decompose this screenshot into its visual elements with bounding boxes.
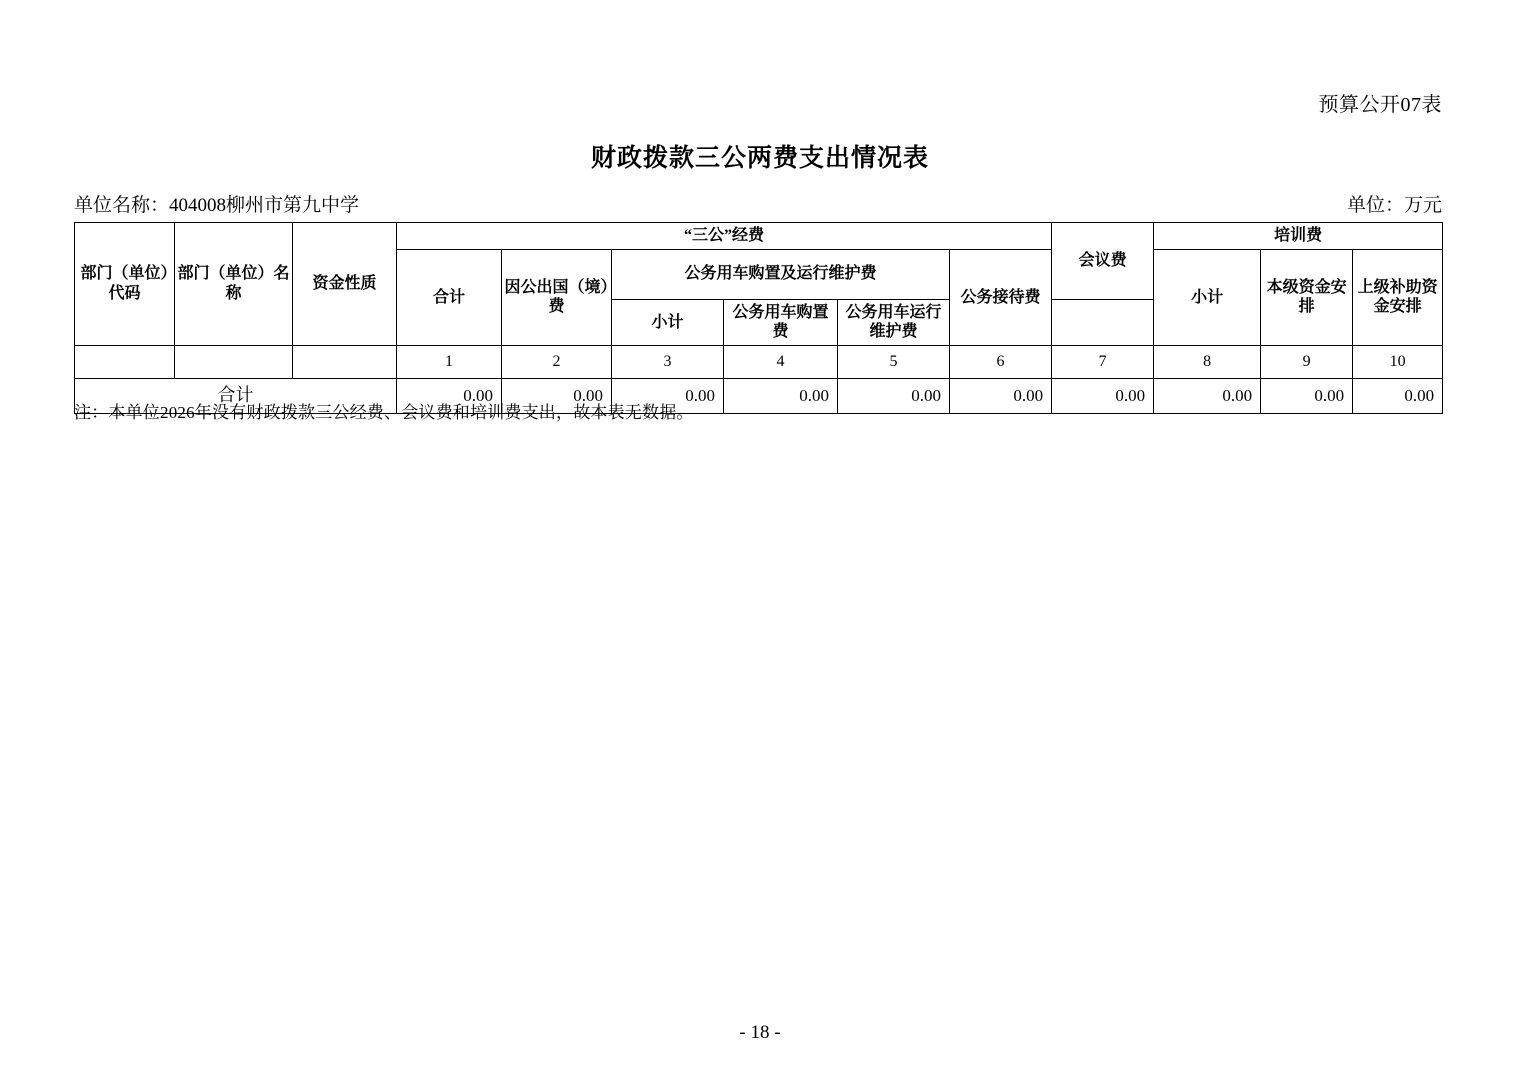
header-training-group: 培训费 bbox=[1154, 223, 1443, 250]
colnum-1: 1 bbox=[397, 346, 502, 379]
cell-vehicle-maintain: 0.00 bbox=[838, 379, 950, 414]
meta-row bbox=[74, 190, 1442, 216]
row-label-total: 合计 bbox=[75, 379, 397, 414]
header-reception: 公务接待费 bbox=[950, 249, 1052, 345]
cell-sangong-total: 0.00 bbox=[397, 379, 502, 414]
cell-reception: 0.00 bbox=[950, 379, 1052, 414]
colnum-empty-3 bbox=[293, 346, 397, 379]
header-meeting: 会议费 bbox=[1052, 223, 1154, 300]
unit-name-value: 404008柳州市第九中学 bbox=[169, 195, 360, 216]
expenditure-table bbox=[74, 222, 1443, 414]
cell-meeting: 0.00 bbox=[1052, 379, 1154, 414]
page-title: 财政拨款三公两费支出情况表 bbox=[590, 145, 929, 172]
table-column-number-row bbox=[75, 346, 1443, 379]
cell-training-subtotal: 0.00 bbox=[1154, 379, 1261, 414]
colnum-empty-2 bbox=[175, 346, 293, 379]
header-vehicle-subtotal: 小计 bbox=[612, 299, 724, 345]
header-training-local: 本级资金安排 bbox=[1261, 249, 1353, 345]
header-dept-code: 部门（单位）代码 bbox=[75, 223, 175, 346]
header-sangong-group: “三公”经费 bbox=[397, 223, 1052, 250]
header-vehicle-maintain: 公务用车运行维护费 bbox=[838, 299, 950, 345]
header-vehicle-purchase: 公务用车购置费 bbox=[724, 299, 838, 345]
header-dept-name: 部门（单位）名称 bbox=[175, 223, 293, 346]
cell-vehicle-purchase: 0.00 bbox=[724, 379, 838, 414]
colnum-2: 2 bbox=[502, 346, 612, 379]
header-training-subtotal: 小计 bbox=[1154, 249, 1261, 345]
header-vehicle-group: 公务用车购置及运行维护费 bbox=[612, 249, 950, 299]
table-header-row-1 bbox=[75, 223, 1443, 250]
table-note: 注：本单位2026年没有财政拨款三公经费、会议费和培训费支出，故本表无数据。 bbox=[74, 403, 694, 422]
cell-vehicle-subtotal: 0.00 bbox=[612, 379, 724, 414]
header-sangong-total: 合计 bbox=[397, 249, 502, 345]
colnum-5: 5 bbox=[838, 346, 950, 379]
colnum-4: 4 bbox=[724, 346, 838, 379]
unit-name-line bbox=[74, 190, 359, 217]
header-meeting-spacer bbox=[1052, 299, 1154, 345]
header-abroad: 因公出国（境）费 bbox=[502, 249, 612, 345]
colnum-7: 7 bbox=[1052, 346, 1154, 379]
form-code: 预算公开07表 bbox=[1318, 94, 1442, 116]
colnum-8: 8 bbox=[1154, 346, 1261, 379]
colnum-10: 10 bbox=[1353, 346, 1443, 379]
colnum-empty-1 bbox=[75, 346, 175, 379]
cell-abroad: 0.00 bbox=[502, 379, 612, 414]
page-number: - 18 - bbox=[739, 1022, 781, 1043]
colnum-6: 6 bbox=[950, 346, 1052, 379]
colnum-9: 9 bbox=[1261, 346, 1353, 379]
cell-training-upper: 0.00 bbox=[1353, 379, 1443, 414]
cell-training-local: 0.00 bbox=[1261, 379, 1353, 414]
header-fund-nature: 资金性质 bbox=[293, 223, 397, 346]
unit-name-label: 单位名称： bbox=[74, 195, 170, 216]
colnum-3: 3 bbox=[612, 346, 724, 379]
header-training-upper: 上级补助资金安排 bbox=[1353, 249, 1443, 345]
amount-unit: 单位：万元 bbox=[1346, 195, 1442, 216]
